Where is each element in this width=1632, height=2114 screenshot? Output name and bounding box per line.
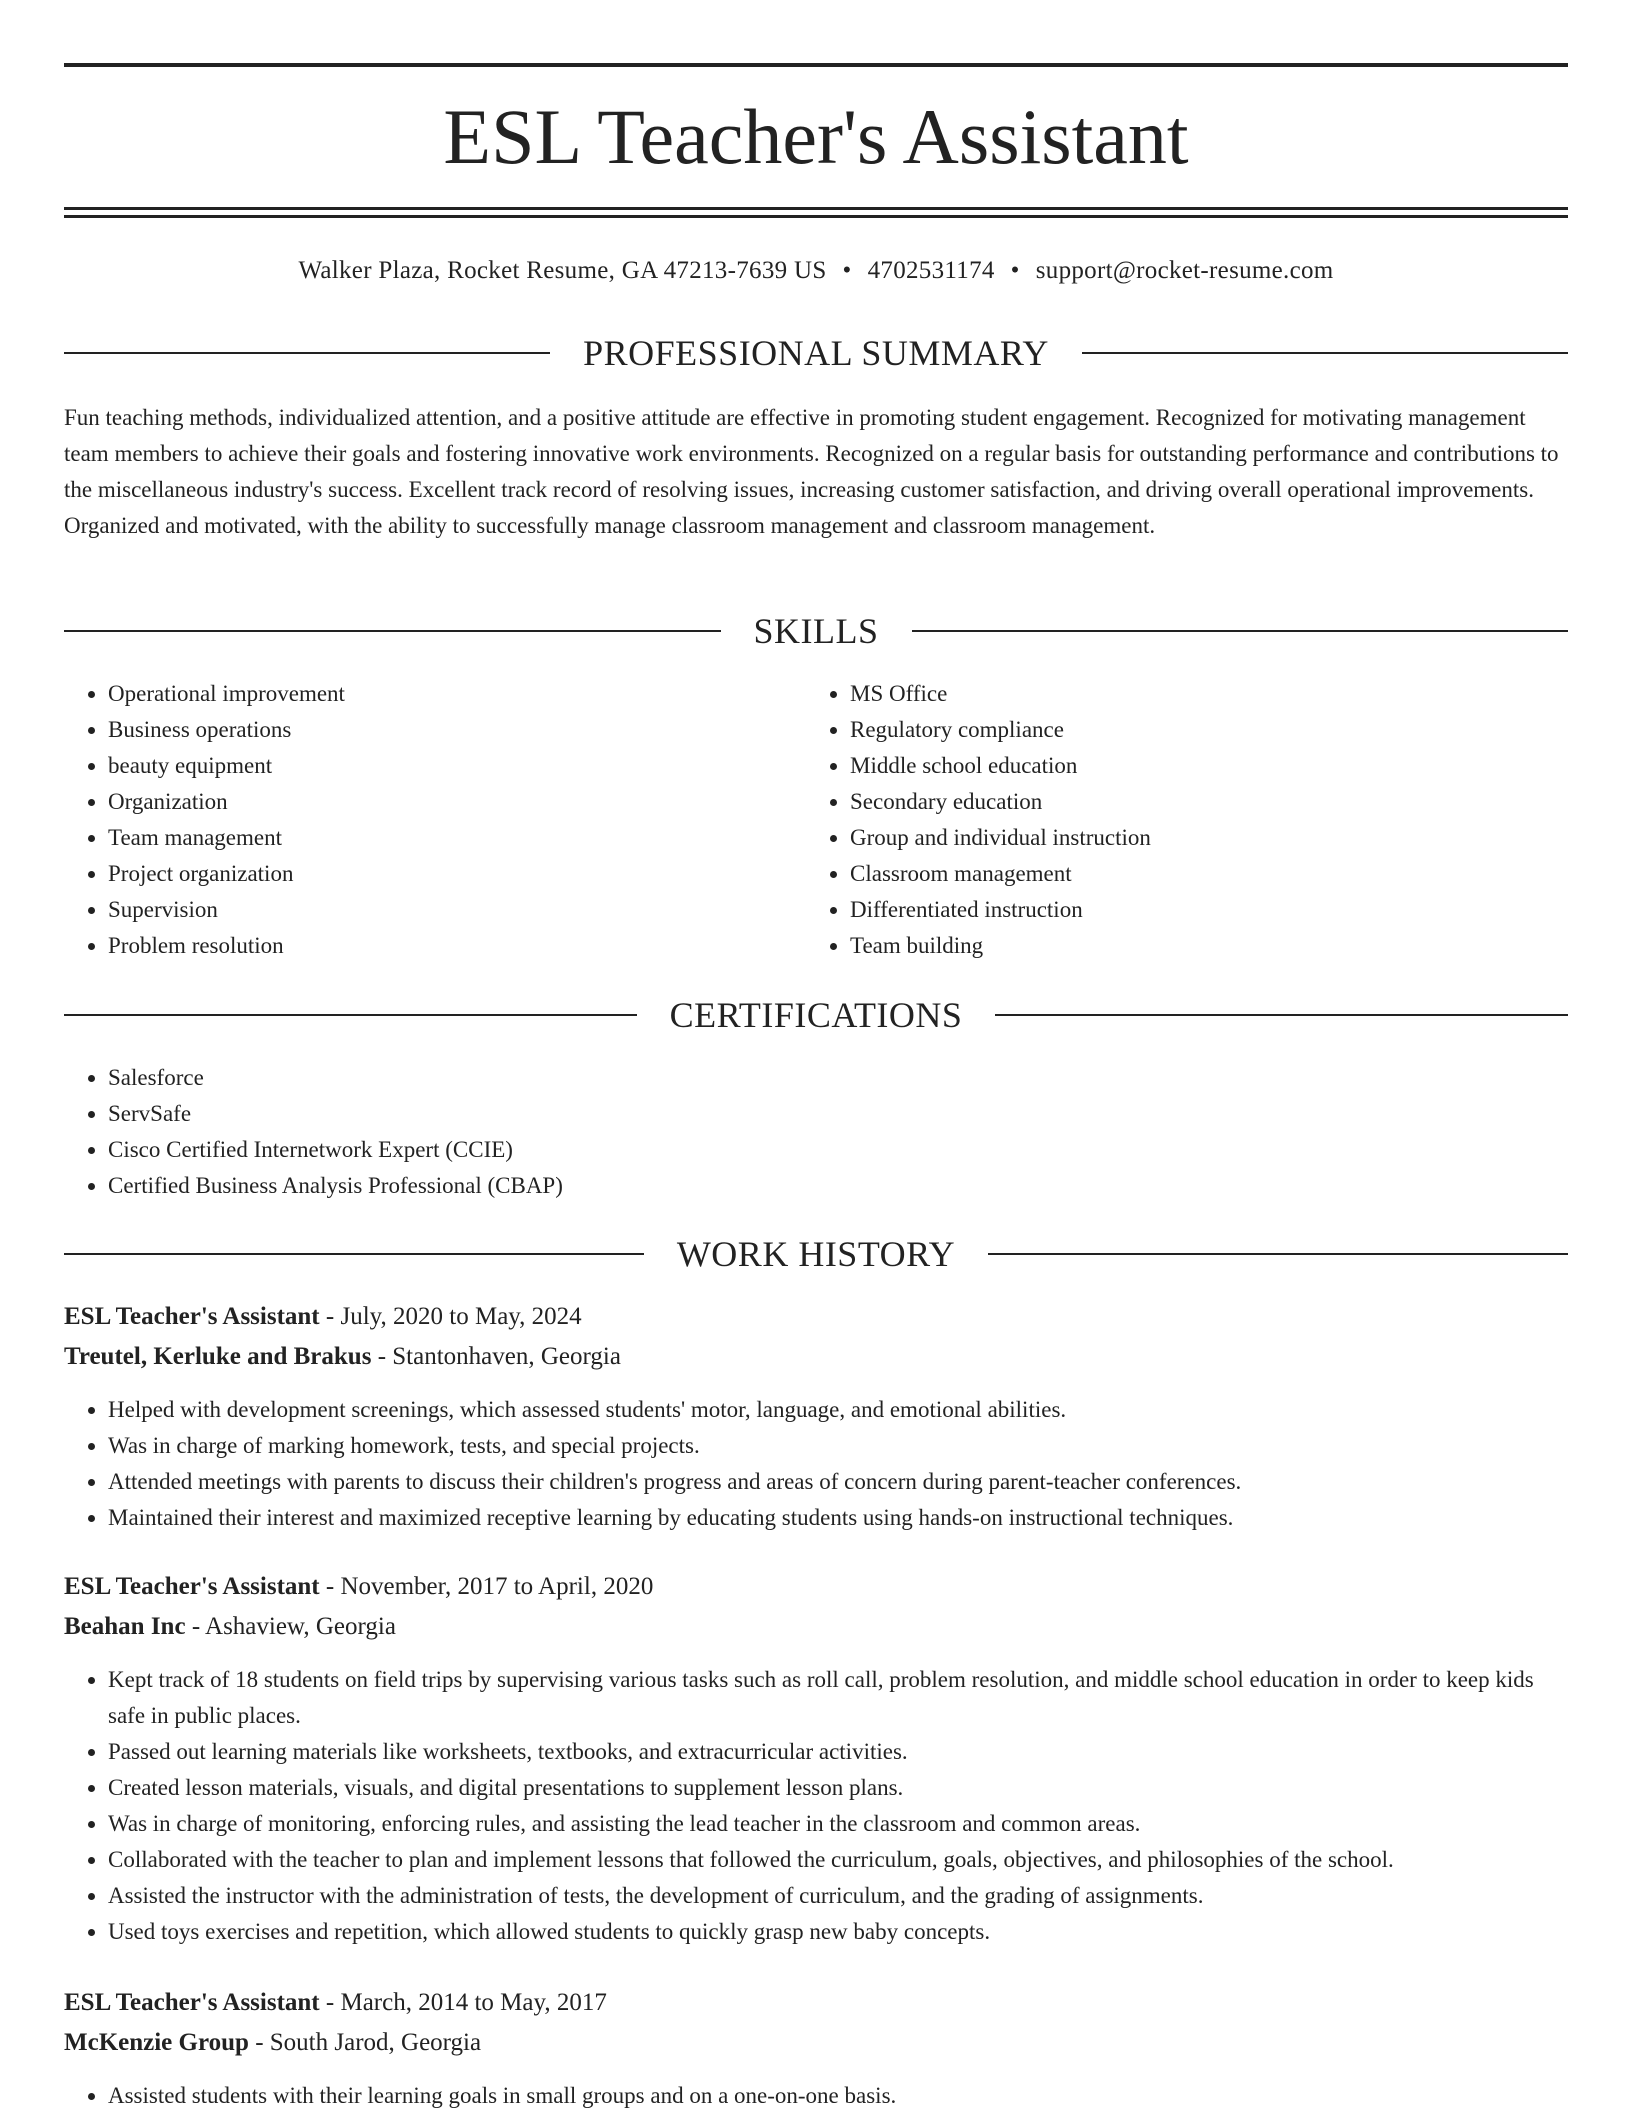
divider <box>988 1253 1568 1255</box>
job-dates: - March, 2014 to May, 2017 <box>319 1989 607 2016</box>
job-company: Beahan Inc <box>64 1613 186 1640</box>
section-heading-summary <box>64 333 1568 373</box>
job-dates: - July, 2020 to May, 2024 <box>319 1303 582 1330</box>
job-company-line <box>64 1609 1568 1645</box>
divider <box>64 352 550 354</box>
job-location: - South Jarod, Georgia <box>248 2029 482 2056</box>
skill-item: • Business operations <box>108 712 808 748</box>
job-location: - Ashaview, Georgia <box>185 1613 396 1640</box>
skill-item: • Secondary education <box>850 784 1570 820</box>
job-bullet: • Was in charge of marking homework, tests, and special projects. <box>108 1428 1568 1464</box>
divider <box>64 1014 637 1016</box>
section-title: CERTIFICATIONS <box>669 995 963 1035</box>
section-heading-skills <box>64 611 1568 651</box>
section-title: PROFESSIONAL SUMMARY <box>583 333 1049 373</box>
skill-item: • Project organization <box>108 856 808 892</box>
job-company-line <box>64 1339 1568 1375</box>
skill-item: • Organization <box>108 784 808 820</box>
job-dates: - November, 2017 to April, 2020 <box>319 1573 654 1600</box>
job-bullets <box>64 2078 1568 2114</box>
summary-text: Fun teaching methods, individualized attention, and a positive attitude are effective in promoting student engagement. Recognized for motivating management team members to achieve their goals and fostering innovative work environments. Recognized on a regular basis for outstanding performance and contributions to the miscellaneous industry's success. Excellent track record of resolving issues, increasing customer satisfaction, and driving overall operational improvements. Organized and motivated, with the ability to successfully manage classroom management and classroom management. <box>64 405 1559 538</box>
job-title: ESL Teacher's Assistant <box>64 1573 320 1600</box>
skill-item: • Operational improvement <box>108 676 808 712</box>
skill-item: • MS Office <box>850 676 1570 712</box>
job-title-line <box>64 1569 1568 1605</box>
skill-item: • Regulatory compliance <box>850 712 1570 748</box>
skill-item: • Differentiated instruction <box>850 892 1570 928</box>
header-top-rule <box>64 63 1568 67</box>
section-title: SKILLS <box>753 611 879 651</box>
certification-item: • ServSafe <box>108 1096 1568 1132</box>
job-bullet: • Passed out learning materials like worksheets, textbooks, and extracurricular activities. <box>108 1734 1568 1770</box>
job-title: ESL Teacher's Assistant <box>64 1303 320 1330</box>
skill-item: • Team management <box>108 820 808 856</box>
certification-item: • Cisco Certified Internetwork Expert (CCIE) <box>108 1132 1568 1168</box>
section-heading-work-history <box>64 1234 1568 1274</box>
job-bullet: • Maintained their interest and maximized receptive learning by educating students using hands-on instructional techniques. <box>108 1500 1568 1536</box>
divider <box>995 1014 1568 1016</box>
job-bullet: • Used toys exercises and repetition, which allowed students to quickly grasp new baby concepts. <box>108 1914 1568 1950</box>
contact-separator: • <box>1010 257 1020 284</box>
contact-email: support@rocket-resume.com <box>1035 257 1334 284</box>
job-bullets <box>64 1392 1568 1536</box>
contact-line <box>64 255 1568 287</box>
header-rule <box>64 215 1568 218</box>
certification-item: • Salesforce <box>108 1060 1568 1096</box>
skill-item: • Middle school education <box>850 748 1570 784</box>
contact-phone: 4702531174 <box>867 257 995 284</box>
job-bullet: • Assisted the instructor with the administration of tests, the development of curriculum, and the grading of assignments. <box>108 1878 1568 1914</box>
contact-address: Walker Plaza, Rocket Resume, GA 47213-7639 US <box>298 257 827 284</box>
section-title: WORK HISTORY <box>676 1234 956 1274</box>
job-bullets <box>64 1662 1568 1950</box>
skills-list-right <box>806 676 1570 964</box>
skill-item: • Team building <box>850 928 1570 964</box>
page-title: ESL Teacher's Assistant <box>443 93 1189 180</box>
skill-item: • beauty equipment <box>108 748 808 784</box>
divider <box>64 630 721 632</box>
job-bullet: • Collaborated with the teacher to plan and implement lessons that followed the curriculum, goals, objectives, and philosophies of the school. <box>108 1842 1568 1878</box>
job-company: Treutel, Kerluke and Brakus <box>64 1343 372 1370</box>
job-bullet: • Assisted students with their learning goals in small groups and on a one-on-one basis. <box>108 2078 1568 2114</box>
job-bullet: • Created lesson materials, visuals, and digital presentations to supplement lesson plans. <box>108 1770 1568 1806</box>
certifications-list <box>64 1060 1568 1204</box>
skill-item: • Group and individual instruction <box>850 820 1570 856</box>
skill-item: • Problem resolution <box>108 928 808 964</box>
divider <box>912 630 1569 632</box>
job-title-line <box>64 1299 1568 1335</box>
contact-separator: • <box>842 257 852 284</box>
job-title: ESL Teacher's Assistant <box>64 1989 320 2016</box>
section-heading-certifications <box>64 995 1568 1035</box>
job-title-line <box>64 1985 1568 2021</box>
job-location: - Stantonhaven, Georgia <box>371 1343 621 1370</box>
job-bullet: • Was in charge of monitoring, enforcing rules, and assisting the lead teacher in the classroom and common areas. <box>108 1806 1568 1842</box>
divider <box>1082 352 1568 354</box>
job-company-line <box>64 2025 1568 2061</box>
job-bullet: • Attended meetings with parents to discuss their children's progress and areas of concern during parent-teacher conferences. <box>108 1464 1568 1500</box>
job-company: McKenzie Group <box>64 2029 249 2056</box>
job-bullet: • Kept track of 18 students on field trips by supervising various tasks such as roll call, problem resolution, and middle school education in order to keep kids safe in public places. <box>108 1662 1568 1734</box>
job-bullet: • Helped with development screenings, which assessed students' motor, language, and emotional abilities. <box>108 1392 1568 1428</box>
skills-list-left <box>64 676 808 964</box>
skill-item: • Supervision <box>108 892 808 928</box>
certification-item: • Certified Business Analysis Professional (CBAP) <box>108 1168 1568 1204</box>
skill-item: • Classroom management <box>850 856 1570 892</box>
header-rule <box>64 207 1568 210</box>
divider <box>64 1253 644 1255</box>
